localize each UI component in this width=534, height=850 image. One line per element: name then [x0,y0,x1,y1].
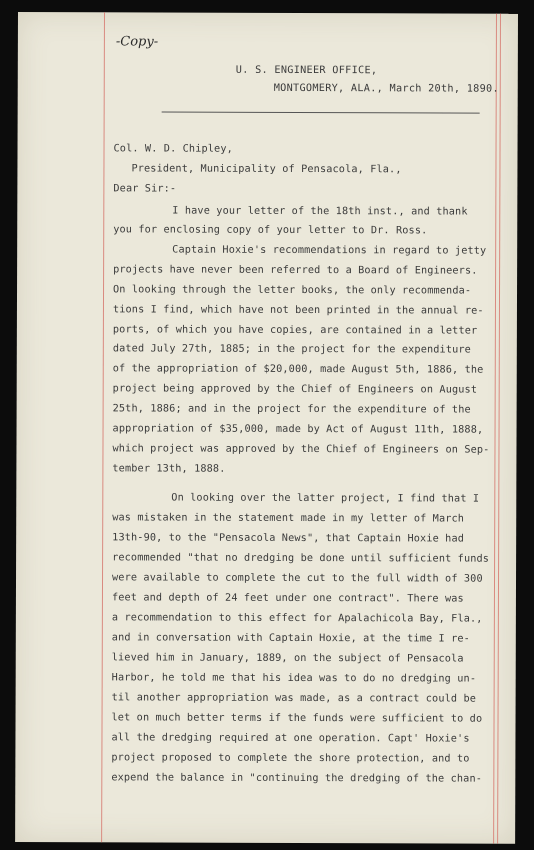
letter-line: til another appropriation was made, as a contract could be [111,692,477,705]
letter-line: President, Municipality of Pensacola, Fla., [131,163,402,176]
letter-line: On looking over the latter project, I find that I [171,492,480,505]
letter-line: of the appropriation of $20,000, made August 5th, 1886, the [112,363,484,376]
letter-line: 13th-90, to the "Pensacola News", that Captain Hoxie had [112,532,465,545]
header-divider [162,112,480,114]
letter-line: all the dredging required at one operation. Capt' Hoxie's [111,732,470,745]
letter-line: tions I find, which have not been printed in the annual re- [112,304,484,317]
letter-line: expend the balance in "continuing the dredging of the chan- [111,772,483,785]
letter-line: were available to complete the cut to the full width of 300 [112,572,483,585]
letter-line: project proposed to complete the shore protection, and to [111,752,470,765]
letter-line: dated July 27th, 1885; in the project for the expenditure [112,343,471,356]
place-date-heading: MONTGOMERY, ALA., March 20th, 1890. [273,82,499,95]
letter-line: was mistaken in the statement made in my letter of March [112,512,465,525]
letter-page [15,12,518,844]
letter-line: tember 13th, 1888. [112,463,226,475]
letter-line: On looking through the letter books, the only recommenda- [113,284,472,297]
letter-line: let on much better terms if the funds were sufficient to do [111,712,483,725]
letter-line: and in conversation with Captain Hoxie, at the time I re- [111,632,470,645]
office-heading: U. S. ENGINEER OFFICE, [235,64,378,77]
copy-annotation: -Copy- [115,34,159,50]
letter-line: a recommendation to this effect for Apalachicola Bay, Fla., [111,612,483,625]
letter-line: appropriation of $35,000, made by Act of August 11th, 1888, [112,423,484,436]
letter-line: recommended "that no dredging be done until sufficient funds [112,552,490,565]
letter-line: Dear Sir:- [113,183,177,195]
letter-line: lieved him in January, 1889, on the subject of Pensacola [111,652,464,665]
letter-line: I have your letter of the 18th inst., and thank [172,205,468,218]
letter-line: feet and depth of 24 feet under one contract". There was [111,592,464,605]
letter-line: which project was approved by the Chief of Engineers on Sep- [112,443,490,456]
letter-line: Captain Hoxie's recommendations in regard to jetty [172,244,487,257]
letter-line: Harbor, he told me that his idea was to do no dredging un- [111,672,477,685]
letter-line: ports, of which you have copies, are contained in a letter [112,324,478,337]
left-margin-rule [101,12,105,842]
letter-line: Col. W. D. Chipley, [113,143,233,155]
letter-line: projects have never been referred to a Board of Engineers. [113,264,478,277]
letter-line: you for enclosing copy of your letter to Dr. Ross. [113,224,428,237]
letter-line: 25th, 1886; and in the project for the expenditure of the [112,403,471,416]
right-margin-rule-double [497,14,501,844]
right-margin-rule [493,14,497,844]
letter-line: project being approved by the Chief of Engineers on August [112,383,478,396]
